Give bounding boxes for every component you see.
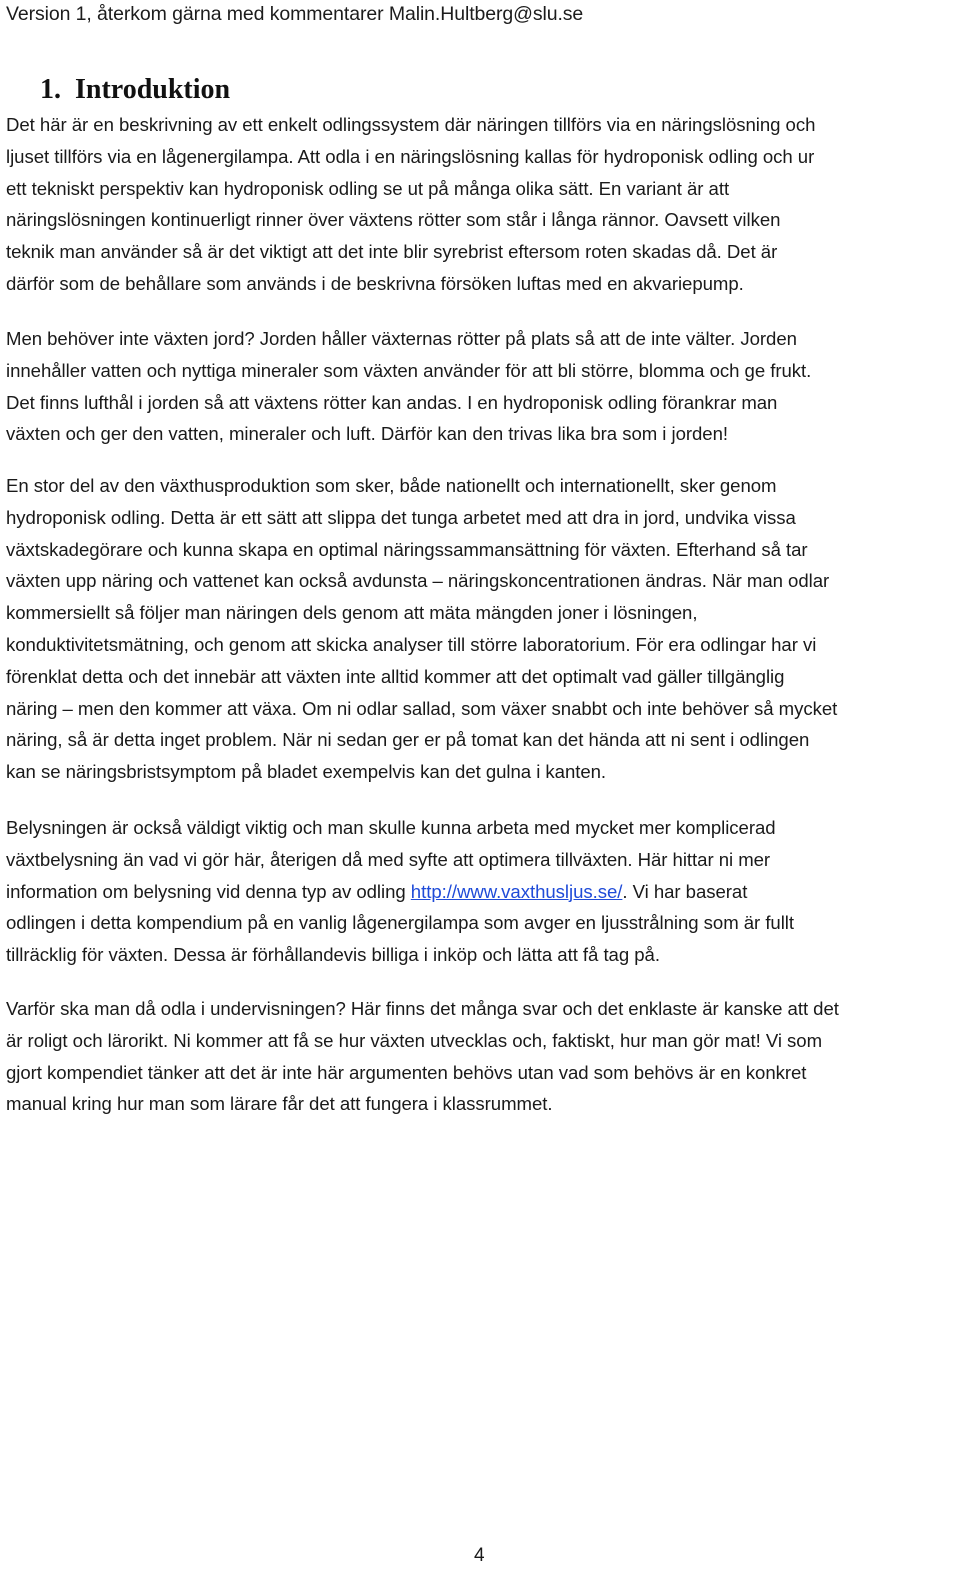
paragraph-line: Det här är en beskrivning av ett enkelt odlingssystem där näringen tillförs via en näringslösning och (6, 114, 816, 135)
paragraph-soil (6, 323, 952, 450)
paragraph-line: växten upp näring och vattenet kan också avdunsta – näringskoncentrationen ändras. När man odlar (6, 570, 830, 592)
paragraph-line: förenklat detta och det innebär att växten inte alltid kommer att det optimalt vad gäller tillgänglig (6, 665, 785, 687)
paragraph-line: kan se näringsbristsymptom på bladet exempelvis kan det gulna i kanten. (6, 761, 607, 783)
paragraph-line: konduktivitetsmätning, och genom att skicka analyser till större laboratorium. För era odlingar har vi (6, 633, 817, 655)
paragraph-line: ett tekniskt perspektiv kan hydroponisk odling se ut på många olika sätt. En variant är att (6, 177, 730, 199)
paragraph-line: näring – men den kommer att växa. Om ni odlar sallad, som växer snabbt och inte behöver så mycket (6, 697, 838, 719)
paragraph-line: växten och ger den vatten, mineraler och luft. Därför kan den trivas lika bra som i jorden! (6, 423, 728, 445)
paragraph-line: tillräcklig för växten. Dessa är förhållandevis billiga i inköp och lätta att få tag på. (6, 944, 660, 966)
paragraph-line: Belysningen är också väldigt viktig och man skulle kunna arbeta med mycket mer komplicerad (6, 817, 776, 838)
paragraph-line: därför som de behållare som används i de beskrivna försöken luftas med en akvariepump. (6, 272, 744, 294)
paragraph-line: Det finns lufthål i jorden så att växtens rötter kan andas. I en hydroponisk odling förankrar man (6, 391, 778, 413)
paragraph-line: innehåller vatten och nyttiga mineraler som växten använder för att bli större, blomma och ge frukt. (6, 359, 812, 381)
paragraph-line: ljuset tillförs via en lågenergilampa. Att odla i en näringslösning kallas för hydroponisk odling och ur (6, 145, 815, 167)
paragraph-line: En stor del av den växthusproduktion som sker, både nationellt och internationellt, sker genom (6, 475, 777, 496)
paragraph-line: teknik man använder så är det viktigt att det inte blir syrebrist eftersom roten skadas då. Det är (6, 241, 778, 263)
paragraph-line: odlingen i detta kompendium på en vanlig lågenergilampa som avger en ljusstrålning som är fullt (6, 912, 795, 934)
paragraph-teaching (6, 993, 952, 1120)
paragraph-line: manual kring hur man som lärare får det att fungera i klassrummet. (6, 1093, 553, 1115)
paragraph-lighting (6, 812, 952, 971)
paragraph-line: gjort kompendiet tänker att det är inte här argumenten behövs utan vad som behövs är en konkret (6, 1061, 807, 1083)
section-number: 1. (40, 74, 61, 105)
paragraph-line: näringslösningen kontinuerligt rinner över växtens rötter som står i långa rännor. Oavsett vilken (6, 209, 781, 231)
section-heading (40, 73, 230, 107)
vaxthusljus-link[interactable]: http://www.vaxthusljus.se/ (410, 880, 623, 902)
paragraph-line: är roligt och lärorikt. Ni kommer att få se hur växten utvecklas och, faktiskt, hur man gör mat! Vi som (6, 1029, 823, 1051)
paragraph-line: växtskadegörare och kunna skapa en optimal näringssammansättning för växten. Efterhand så tar (6, 538, 808, 560)
paragraph-greenhouse (6, 470, 952, 788)
paragraph-line: Men behöver inte växten jord? Jorden håller växternas rötter på plats så att de inte välter. Jorden (6, 328, 797, 349)
paragraph-line (6, 876, 952, 908)
section-title: Introduktion (75, 74, 231, 105)
paragraph-line: hydroponisk odling. Detta är ett sätt att slippa det tunga arbetet med att dra in jord, undvika vissa (6, 506, 796, 528)
paragraph-intro (6, 109, 952, 300)
link-trail-text: . Vi har baserat (622, 880, 748, 902)
paragraph-line: näring, så är detta inget problem. När ni sedan ger er på tomat kan det hända att ni sent i odlingen (6, 729, 810, 751)
version-header: Version 1, återkom gärna med kommentarer Malin.Hultberg@slu.se (6, 3, 584, 25)
page-number: 4 (474, 1545, 485, 1566)
link-lead-text: information om belysning vid denna typ av odling (6, 880, 411, 902)
paragraph-line: växtbelysning än vad vi gör här, återigen då med syfte att optimera tillväxten. Här hittar ni mer (6, 848, 771, 870)
paragraph-line: Varför ska man då odla i undervisningen? Här finns det många svar och det enklaste är kanske att det (6, 998, 839, 1019)
paragraph-line: kommersiellt så följer man näringen dels genom att mäta mängden joner i lösningen, (6, 602, 698, 624)
